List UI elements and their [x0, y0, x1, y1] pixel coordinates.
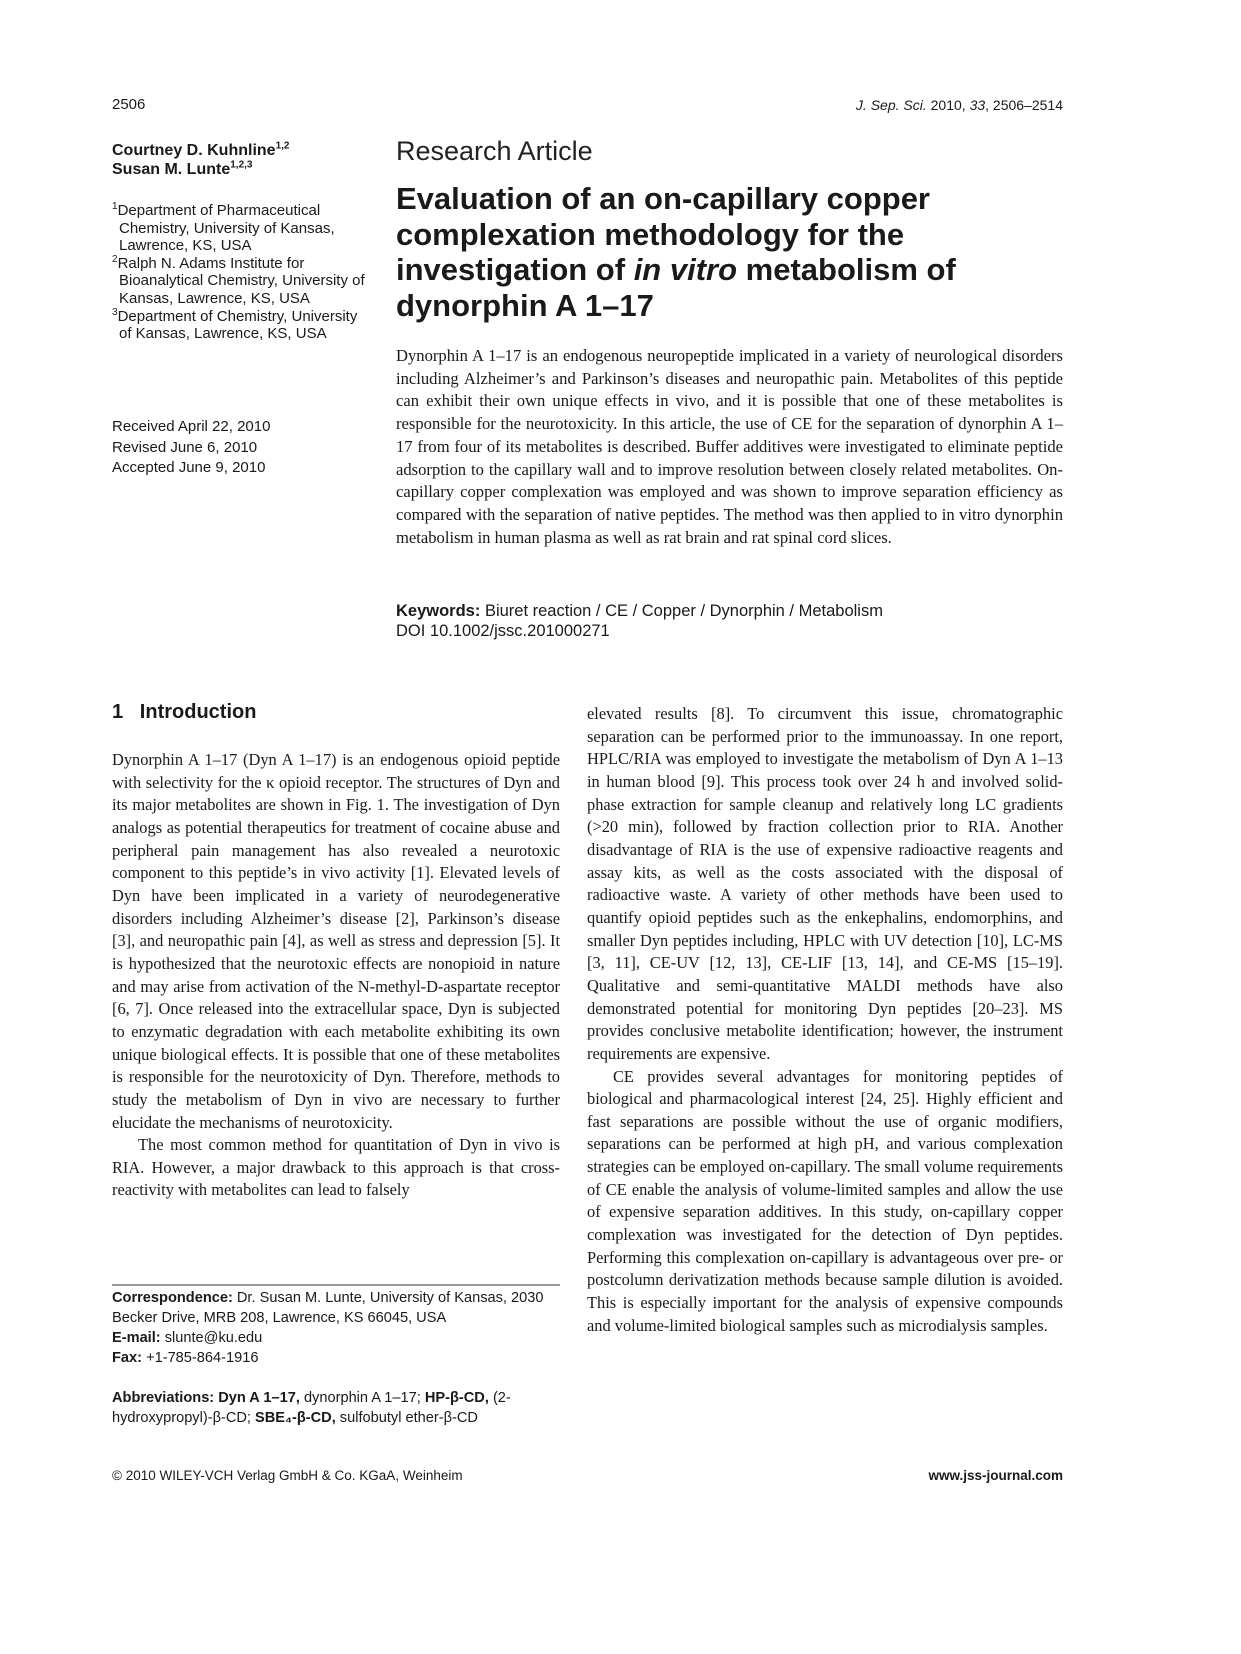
journal-pages: , 2506–2514 [985, 97, 1063, 113]
affiliations [112, 202, 372, 343]
accepted-date: Accepted June 9, 2010 [112, 459, 266, 476]
page-number: 2506 [112, 96, 146, 113]
article-dates [112, 417, 270, 479]
journal-year: 2010, [926, 97, 970, 113]
abbr-term: HP-β-CD, [420, 1390, 489, 1406]
affil-num: 1 [112, 201, 118, 212]
article-title [396, 181, 1036, 323]
keywords-label: Keywords: [396, 602, 481, 620]
journal-name: J. Sep. Sci. [855, 97, 927, 113]
left-column [112, 749, 560, 1202]
right-column [587, 703, 1063, 1337]
email-link[interactable]: slunte@ku.edu [160, 1330, 263, 1346]
abbr-term: Dyn A 1–17, [214, 1390, 300, 1406]
received-date: Received April 22, 2010 [112, 418, 271, 435]
affiliation [112, 255, 372, 308]
author [112, 160, 289, 179]
paragraph: The most common method for quantitation of Dyn in vivo is RIA. However, a major drawback to this approach is that cross-reactivity with metabolites can lead to falsely [112, 1135, 560, 1200]
author-name: Courtney D. Kuhnline [112, 142, 276, 159]
affil-num: 2 [112, 253, 118, 265]
journal-citation [856, 97, 1063, 113]
affil-text: Ralph N. Adams Institute for Bioanalytical Chemistry, University of Kansas, Lawrence, KS, USA [117, 254, 365, 307]
paragraph: elevated results [8]. To circumvent this issue, chromatographic separation can be performed prior to the immunoassay. In one report, HPLC/RIA was employed to investigate the metabolism of Dyn A 1–13 in human blood [9]. This process took over 24 h and involved solid-phase extraction for sample cleanup and relatively long LC gradients (>20 min), followed by fraction collection prior to RIA. Another disadvantage of RIA is the use of expensive radioactive reagents and assay kits, as well as the costs associated with the disposal of radioactive waste. A variety of other methods have been used to quantify opioid peptides such as the enkephalins, endomorphins, and smaller Dyn peptides including, HPLC with UV detection [10], LC-MS [3, 11], CE-UV [12, 13], CE-LIF [13, 14], and CE-MS [15–19]. Qualitative and semi-quantitative MALDI methods have also demonstrated potential for monitoring Dyn peptides [20–23]. MS provides conclusive metabolite identification; however, the instrument requirements are expensive. [587, 704, 1063, 1063]
paragraph: Dynorphin A 1–17 (Dyn A 1–17) is an endogenous opioid peptide with selectivity for the κ opioid receptor. The structures of Dyn and its major metabolites are shown in Fig. 1. The investigation of Dyn analogs as potential therapeutics for treatment of cocaine abuse and peripheral pain management has also revealed a neurotoxic component to this peptide’s in vivo activity [1]. Elevated levels of Dyn have been implicated in a variety of neurodegenerative disorders including Alzheimer’s disease [2], Parkinson’s disease [3], and neuropathic pain [4], as well as stress and depression [5]. It is hypothesized that the neurotoxic effects are nonopioid in nature and may arise from activation of the N-methyl-D-aspartate receptor [6, 7]. Once released into the extracellular space, Dyn is subjected to enzymatic degradation with each metabolite exhibiting its own unique biological effects. It is possible that one of these metabolites is responsible for the neurotoxicity of Dyn. Therefore, methods to study the metabolism of Dyn in vivo are necessary to further elucidate the mechanisms of neurotoxicity. [112, 750, 560, 1132]
abbr-def: dynorphin A 1–17; [299, 1390, 421, 1406]
article-type: Research Article [396, 136, 593, 166]
keywords-text: Biuret reaction / CE / Copper / Dynorphin / Metabolism [480, 602, 883, 620]
author [112, 141, 289, 160]
corr-text: Dr. Susan M. Lunte, University of Kansas, 2030 Becker Drive, MRB 208, Lawrence, KS 66045, USA [112, 1290, 544, 1326]
abbr-label: Abbreviations: [112, 1390, 215, 1406]
affil-num: 3 [112, 306, 118, 318]
copyright: © 2010 WILEY-VCH Verlag GmbH & Co. KGaA, Weinheim [112, 1468, 463, 1483]
keywords-block [396, 601, 883, 641]
doi[interactable]: DOI 10.1002/jssc.201000271 [396, 622, 610, 640]
affiliation [112, 308, 372, 343]
journal-volume: 33 [969, 97, 986, 113]
corr-label: Correspondence: [112, 1290, 233, 1306]
email-label: E-mail: [112, 1330, 161, 1346]
author-name: Susan M. Lunte [112, 161, 231, 178]
title-italic: in vitro [633, 252, 738, 287]
correspondence [112, 1288, 562, 1368]
abbr-def: (2-hydroxypropyl)-β-CD; [112, 1390, 511, 1426]
journal-website[interactable]: www.jss-journal.com [928, 1468, 1063, 1483]
revised-date: Revised June 6, 2010 [112, 438, 258, 456]
affil-text: Department of Chemistry, University of Kansas, Lawrence, KS, USA [117, 307, 358, 343]
author-affil-sup: 1,2 [275, 140, 290, 152]
author-affil-sup: 1,2,3 [230, 159, 253, 171]
abbreviations [112, 1388, 562, 1428]
section-heading: 1 Introduction [112, 701, 257, 723]
fax-number: +1-785-864-1916 [142, 1350, 259, 1366]
abbr-def: sulfobutyl ether-β-CD [335, 1410, 478, 1426]
abstract: Dynorphin A 1–17 is an endogenous neuropeptide implicated in a variety of neurological disorders including Alzheimer’s and Parkinson’s diseases and neuropathic pain. Metabolites of this peptide can exhibit their own unique effects in vivo, and it is possible that one of these metabolites is responsible for the neurotoxicity. In this article, the use of CE for the separation of dynorphin A 1–17 from four of its metabolites is described. Buffer additives were investigated to eliminate peptide adsorption to the capillary wall and to improve resolution between closely related metabolites. On-capillary copper complexation was employed and was shown to improve separation efficiency as compared with the separation of native peptides. The method was then applied to in vitro dynorphin metabolism in human plasma as well as rat brain and rat spinal cord slices. [396, 346, 1063, 547]
title-text: metabolism of dynorphin A 1–17 [396, 252, 956, 323]
affil-text: Department of Pharmaceutical Chemistry, University of Kansas, Lawrence, KS, USA [117, 202, 335, 255]
footnote-divider [112, 1284, 560, 1286]
abbr-term: SBE₄-β-CD, [250, 1410, 336, 1426]
fax-label: Fax: [112, 1350, 143, 1366]
author-list [112, 141, 289, 179]
title-text: Evaluation of an on-capillary copper complexation methodology for the investigation of [396, 181, 930, 287]
paragraph: CE provides several advantages for monitoring peptides of biological and pharmacological interest [24, 25]. Highly efficient and fast separations are possible without the use of organic modifiers, separations can be performed at high pH, and various complexation strategies can be employed on-capillary. The small volume requirements of CE enable the analysis of volume-limited samples and allow the use of expensive separation additives. In this study, on-capillary copper complexation was investigated for the detection of Dyn peptides. Performing this complexation on-capillary is advantageous over pre- or postcolumn derivatization methods because sample dilution is avoided. This is especially important for the analysis of expensive compounds and volume-limited biological samples such as microdialysis samples. [587, 1066, 1063, 1335]
affiliation [112, 202, 372, 255]
